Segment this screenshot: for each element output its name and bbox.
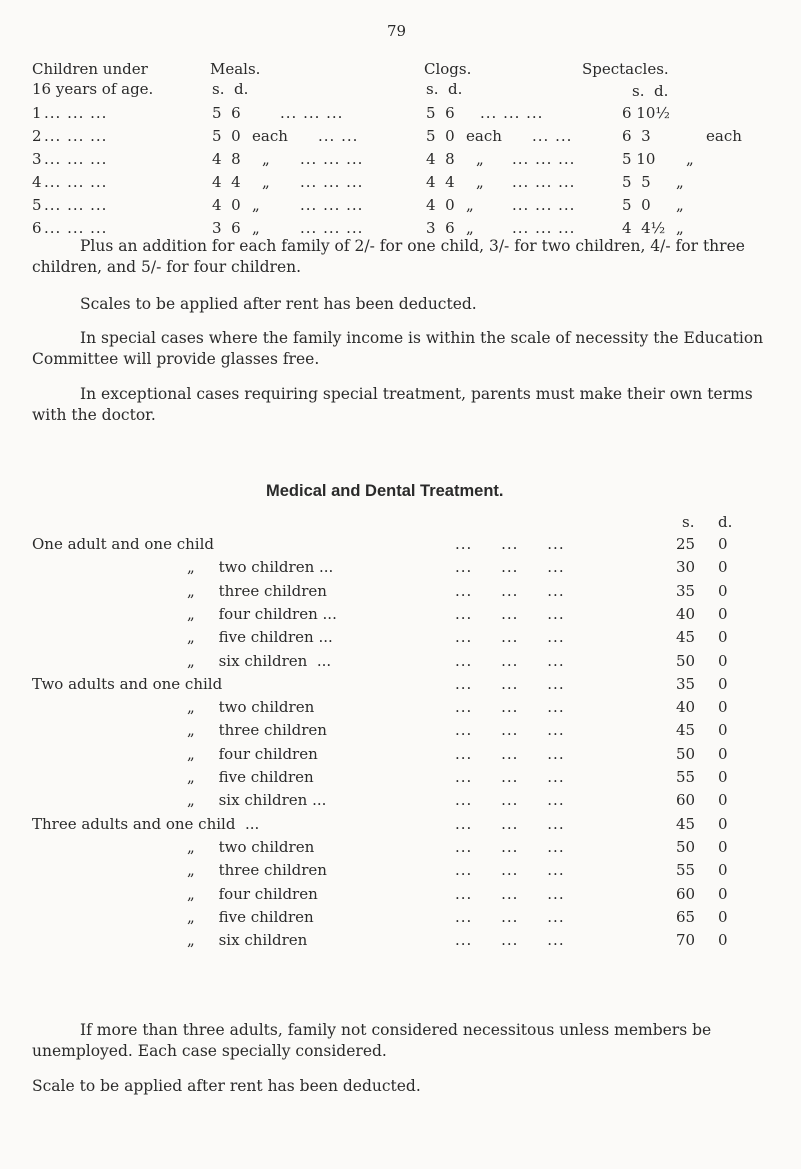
clogs-note: „	[476, 150, 484, 168]
amount-shillings: 35	[676, 582, 696, 600]
clogs-note: „	[466, 219, 474, 237]
amount-pence: 0	[718, 582, 728, 600]
leader-dots: ... ... ...	[512, 219, 576, 237]
leader-dots: ... ... ...	[455, 815, 565, 833]
clogs-note: „	[466, 196, 474, 214]
paragraph-exceptional-cases: In exceptional cases requiring special treatment, parents must make their own terms with the doctor.	[32, 385, 753, 424]
meals-note: each	[252, 127, 288, 145]
clogs-value: 4 0	[426, 196, 455, 214]
leader-dots: ... ... ...	[44, 219, 108, 237]
spectacles-note: „	[676, 196, 684, 214]
row-label: „ four children ...	[187, 605, 337, 623]
row-number: 1	[32, 104, 42, 122]
spectacles-note: „	[676, 219, 684, 237]
leader-dots: ... ... ...	[455, 698, 565, 716]
row-label: Three adults and one child ...	[32, 815, 260, 833]
leader-dots: ... ... ...	[300, 219, 364, 237]
amount-pence: 0	[718, 861, 728, 879]
row-label: Two adults and one child	[32, 675, 223, 693]
amount-pence: 0	[718, 908, 728, 926]
amount-pence: 0	[718, 791, 728, 809]
row-label: „ five children	[187, 908, 314, 926]
leader-dots: ... ... ...	[44, 150, 108, 168]
leader-dots: ... ... ...	[455, 838, 565, 856]
spectacles-note: „	[676, 173, 684, 191]
clogs-note: each	[466, 127, 502, 145]
leader-dots: ... ... ...	[455, 628, 565, 646]
clogs-value: 5 0	[426, 127, 455, 145]
leader-dots: ... ... ...	[455, 791, 565, 809]
amount-shillings: 40	[676, 605, 696, 623]
header-clogs-units: s. d.	[426, 80, 463, 98]
row-label: „ two children	[187, 698, 315, 716]
amount-shillings: 70	[676, 931, 696, 949]
amount-pence: 0	[718, 885, 728, 903]
row-label: „ three children	[187, 582, 327, 600]
row-label: „ four children	[187, 745, 318, 763]
header-clogs: Clogs.	[424, 60, 472, 78]
leader-dots: ... ... ...	[44, 196, 108, 214]
amount-shillings: 35	[676, 675, 696, 693]
amount-shillings: 50	[676, 652, 696, 670]
meals-note: „	[262, 173, 270, 191]
amount-pence: 0	[718, 745, 728, 763]
header-spectacles: Spectacles.	[582, 60, 669, 78]
paragraph-scale-rent-final: Scale to be applied after rent has been deducted.	[32, 1077, 421, 1095]
spectacles-note: each	[706, 127, 742, 145]
meals-value: 5 0	[212, 127, 241, 145]
amount-pence: 0	[718, 675, 728, 693]
meals-value: 4 0	[212, 196, 241, 214]
amount-pence: 0	[718, 535, 728, 553]
amount-pence: 0	[718, 815, 728, 833]
amount-pence: 0	[718, 931, 728, 949]
leader-dots: ... ... ...	[455, 652, 565, 670]
row-label: One adult and one child	[32, 535, 214, 553]
amount-pence: 0	[718, 628, 728, 646]
meals-value: 4 8	[212, 150, 241, 168]
meals-value: 4 4	[212, 173, 241, 191]
leader-dots: ... ...	[532, 127, 573, 145]
spectacles-value: 6 3	[622, 127, 651, 145]
row-number: 3	[32, 150, 42, 168]
leader-dots: ... ... ...	[44, 104, 108, 122]
spectacles-value: 5 5	[622, 173, 651, 191]
amount-shillings: 45	[676, 628, 696, 646]
row-label: „ five children ...	[187, 628, 333, 646]
leader-dots: ... ... ...	[455, 885, 565, 903]
amount-shillings: 45	[676, 815, 696, 833]
row-label: „ three children	[187, 721, 327, 739]
amount-shillings: 50	[676, 745, 696, 763]
amount-shillings: 30	[676, 558, 696, 576]
amount-shillings: 65	[676, 908, 696, 926]
header-children-line2: 16 years of age.	[32, 80, 154, 98]
row-number: 4	[32, 173, 42, 191]
amount-pence: 0	[718, 768, 728, 786]
spectacles-note: „	[686, 150, 694, 168]
leader-dots: ... ... ...	[300, 150, 364, 168]
leader-dots: ... ... ...	[455, 582, 565, 600]
row-label: „ five children	[187, 768, 314, 786]
row-label: „ two children ...	[187, 558, 334, 576]
leader-dots: ... ... ...	[280, 104, 344, 122]
leader-dots: ... ... ...	[44, 127, 108, 145]
header-meals: Meals.	[210, 60, 261, 78]
amount-shillings: 60	[676, 791, 696, 809]
leader-dots: ... ... ...	[455, 721, 565, 739]
row-label: „ six children ...	[187, 791, 327, 809]
leader-dots: ... ... ...	[455, 861, 565, 879]
amount-pence: 0	[718, 558, 728, 576]
row-number: 2	[32, 127, 42, 145]
paragraph-more-adults: If more than three adults, family not considered necessitous unless members be unemployed. Each case specially considered.	[32, 1021, 712, 1060]
clogs-value: 3 6	[426, 219, 455, 237]
leader-dots: ... ... ...	[455, 768, 565, 786]
amount-pence: 0	[718, 721, 728, 739]
leader-dots: ... ... ...	[455, 908, 565, 926]
amount-pence: 0	[718, 605, 728, 623]
amount-shillings: 55	[676, 768, 696, 786]
spectacles-value: 4 4½	[622, 219, 666, 237]
page-number: 79	[387, 22, 407, 40]
amount-shillings: 45	[676, 721, 696, 739]
leader-dots: ... ... ...	[300, 173, 364, 191]
row-label: „ six children	[187, 931, 308, 949]
leader-dots: ... ... ...	[480, 104, 544, 122]
amount-shillings: 55	[676, 861, 696, 879]
section-heading-medical: Medical and Dental Treatment.	[266, 482, 504, 500]
meals-note: „	[252, 219, 260, 237]
header-meals-units: s. d.	[212, 80, 249, 98]
spectacles-value: 5 0	[622, 196, 651, 214]
leader-dots: ... ... ...	[455, 535, 565, 553]
amount-shillings: 25	[676, 535, 696, 553]
leader-dots: ... ... ...	[455, 558, 565, 576]
leader-dots: ... ... ...	[455, 931, 565, 949]
spectacles-value: 5 10	[622, 150, 656, 168]
column-header-pence: d.	[718, 513, 733, 531]
clogs-value: 4 8	[426, 150, 455, 168]
row-label: „ three children	[187, 861, 327, 879]
leader-dots: ... ... ...	[512, 173, 576, 191]
clogs-value: 4 4	[426, 173, 455, 191]
spectacles-value: 6 10½	[622, 104, 670, 122]
leader-dots: ... ... ...	[455, 745, 565, 763]
leader-dots: ... ... ...	[455, 675, 565, 693]
clogs-note: „	[476, 173, 484, 191]
column-header-shillings: s.	[682, 513, 695, 531]
amount-shillings: 50	[676, 838, 696, 856]
meals-value: 5 6	[212, 104, 241, 122]
row-number: 5	[32, 196, 42, 214]
clogs-value: 5 6	[426, 104, 455, 122]
paragraph-scales-rent: Scales to be applied after rent has been deducted.	[80, 295, 477, 313]
row-label: „ four children	[187, 885, 318, 903]
amount-pence: 0	[718, 838, 728, 856]
row-label: „ six children ...	[187, 652, 332, 670]
meals-note: „	[252, 196, 260, 214]
header-children-line1: Children under	[32, 60, 148, 78]
leader-dots: ... ...	[318, 127, 359, 145]
amount-pence: 0	[718, 698, 728, 716]
row-number: 6	[32, 219, 42, 237]
meals-value: 3 6	[212, 219, 241, 237]
paragraph-additions: Plus an addition for each family of 2/- for one child, 3/- for two children, 4/- for three children, and 5/- for four children.	[32, 237, 745, 276]
leader-dots: ... ... ...	[300, 196, 364, 214]
amount-pence: 0	[718, 652, 728, 670]
leader-dots: ... ... ...	[44, 173, 108, 191]
leader-dots: ... ... ...	[455, 605, 565, 623]
amount-shillings: 40	[676, 698, 696, 716]
row-label: „ two children	[187, 838, 315, 856]
paragraph-glasses-free: In special cases where the family income is within the scale of necessity the Education Committee will provide glasses free.	[32, 329, 764, 368]
amount-shillings: 60	[676, 885, 696, 903]
leader-dots: ... ... ...	[512, 196, 576, 214]
header-spectacles-units: s. d.	[632, 82, 669, 100]
meals-note: „	[262, 150, 270, 168]
leader-dots: ... ... ...	[512, 150, 576, 168]
